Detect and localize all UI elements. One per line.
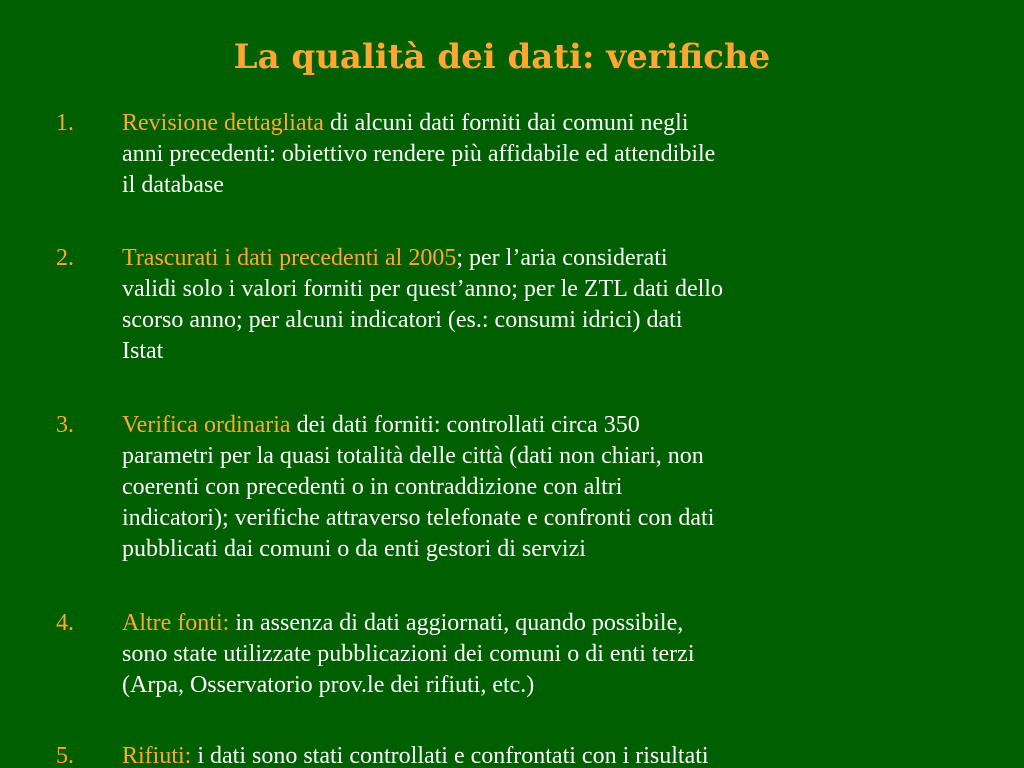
list-item-lead: Verifica ordinaria [122, 412, 291, 438]
list-item-body: sono state utilizzate pubblicazioni dei comuni o di enti terzi [122, 641, 695, 667]
list-item-text [122, 741, 992, 768]
list-item-body: dei dati forniti: controllati circa 350 [290, 412, 640, 438]
list-item-lead: Altre fonti: [122, 610, 230, 636]
text-line [122, 472, 992, 503]
list-item-number: 4. [56, 610, 74, 636]
list-item-body: validi solo i valori forniti per quest’anno; per le ZTL dati dello [122, 276, 723, 302]
list-item-lead: Trascurati i dati precedenti al 2005 [122, 245, 457, 271]
text-line [122, 108, 992, 139]
list-item-body: i dati sono stati controllati e confrontati con i risultati [191, 743, 709, 768]
text-line [122, 170, 992, 201]
text-line [122, 741, 992, 768]
list-item-text [122, 608, 992, 701]
text-line [122, 336, 992, 367]
list-item-body: anni precedenti: obiettivo rendere più affidabile ed attendibile [122, 141, 716, 167]
list-item-body: il database [122, 172, 224, 198]
text-line [122, 139, 992, 170]
text-line [122, 441, 992, 472]
list-item-body: (Arpa, Osservatorio prov.le dei rifiuti, etc.) [122, 672, 535, 698]
text-line [122, 639, 992, 670]
slide-title: La qualità dei dati: verifiche [233, 37, 771, 77]
text-line [122, 274, 992, 305]
text-line [122, 503, 992, 534]
list-item-lead: Rifiuti: [122, 743, 192, 768]
list-item-body: scorso anno; per alcuni indicatori (es.: consumi idrici) dati [122, 307, 683, 333]
list-item-number: 2. [56, 245, 74, 271]
text-line [122, 608, 992, 639]
list-item-body: Istat [122, 338, 164, 364]
list-item-number: 1. [56, 110, 74, 136]
list-item-body: coerenti con precedenti o in contraddizione con altri [122, 474, 623, 500]
list-item-body: ; per l’aria considerati [456, 245, 668, 271]
text-line [122, 670, 992, 701]
list-item-text [122, 108, 992, 201]
list-item-text [122, 243, 992, 367]
list-item-number: 3. [56, 412, 74, 438]
list-item-lead: Revisione dettagliata [122, 110, 324, 136]
text-line [122, 410, 992, 441]
list-item-body: indicatori); verifiche attraverso telefonate e confronti con dati [122, 505, 715, 531]
text-line [122, 305, 992, 336]
list-item-body: in assenza di dati aggiornati, quando possibile, [229, 610, 684, 636]
list-item-body: parametri per la quasi totalità delle città (dati non chiari, non [122, 443, 704, 469]
list-item-text [122, 410, 992, 565]
list-item-body: pubblicati dai comuni o da enti gestori di servizi [122, 536, 586, 562]
text-line [122, 534, 992, 565]
list-item-number: 5. [56, 743, 74, 768]
list-item-body: di alcuni dati forniti dai comuni negli [323, 110, 689, 136]
text-line [122, 243, 992, 274]
